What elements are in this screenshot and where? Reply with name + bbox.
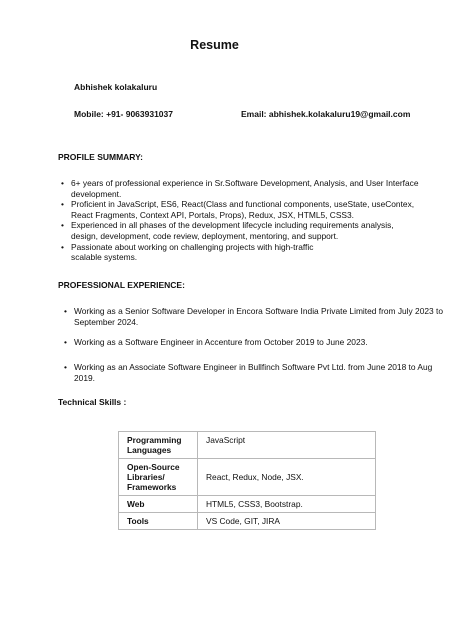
table-row [119,513,376,530]
candidate-name: Abhishek kolakaluru [74,82,158,92]
profile-summary-heading: PROFILE SUMMARY: [58,152,143,162]
list-item: • Passionate about working on challenging projects with high-traffic scalable systems. [61,242,421,263]
list-item: • Proficient in JavaScript, ES6, React(Class and functional components, useState, useContex, React Fragments, Context API, Portals, Props), Redux, JSX, HTML5, CSS3. [61,199,421,220]
skill-value: VS Code, GIT, JIRA [198,513,376,530]
email-address: Email: abhishek.kolakaluru19@gmail.com [241,109,411,119]
skill-category: Tools [119,513,198,530]
skill-category: Open-Source Libraries/ Frameworks [119,459,198,496]
table-row [119,459,376,496]
resume-title: Resume [190,38,239,52]
profile-summary-list [61,178,421,263]
skill-value: JavaScript [198,432,376,459]
skill-value: HTML5, CSS3, Bootstrap. [198,496,376,513]
list-item: • 6+ years of professional experience in Sr.Software Development, Analysis, and User Interface development. [61,178,421,199]
technical-skills-heading: Technical Skills : [58,397,127,407]
skill-category: Web [119,496,198,513]
professional-experience-heading: PROFESSIONAL EXPERIENCE: [58,280,185,290]
skill-value: React, Redux, Node, JSX. [198,459,376,496]
skill-category: Programming Languages [119,432,198,459]
skills-table [118,431,376,530]
table-row [119,496,376,513]
mobile-number: Mobile: +91- 9063931037 [74,109,173,119]
list-item: • Working as an Associate Software Engineer in Bullfinch Software Pvt Ltd. from June 2018 to Aug 2019. [64,362,454,384]
list-item: • Working as a Software Engineer in Accenture from October 2019 to June 2023. [64,337,454,348]
list-item: • Experienced in all phases of the development lifecycle including requirements analysis, design, development, code review, deployment, mentoring, and support. [61,220,421,241]
table-row [119,432,376,459]
list-item: • Working as a Senior Software Developer in Encora Software India Private Limited from July 2023 to September 2024. [64,306,454,328]
